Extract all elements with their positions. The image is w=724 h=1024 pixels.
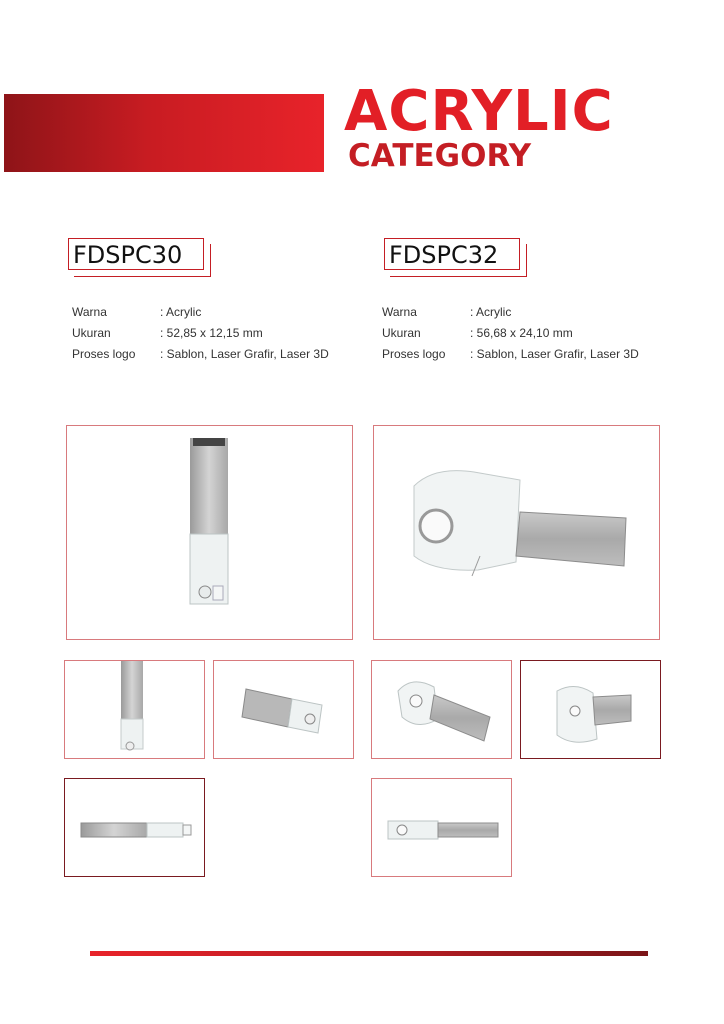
category-title: ACRYLIC [344, 79, 614, 144]
product-photo-thumb [371, 660, 512, 759]
spec-value: : Sablon, Laser Grafir, Laser 3D [470, 347, 639, 361]
product-photo-thumb [520, 660, 661, 759]
spec-label: Proses logo [72, 347, 136, 361]
spec-label: Warna [72, 305, 107, 319]
footer-divider [90, 951, 648, 956]
spec-label: Ukuran [72, 326, 111, 340]
product-photo-main [373, 425, 660, 640]
category-subtitle: CATEGORY [348, 138, 532, 174]
product-code: FDSPC30 [68, 238, 204, 270]
product-code-box [384, 238, 524, 274]
spec-label: Warna [382, 305, 417, 319]
product-code-box [68, 238, 208, 274]
spec-row-color [72, 302, 329, 323]
product-specs [72, 302, 329, 365]
header-banner [4, 94, 324, 172]
product-photo-thumb [371, 778, 512, 877]
spec-value: : Acrylic [470, 305, 512, 319]
spec-row-size [72, 323, 329, 344]
spec-row-color [382, 302, 639, 323]
product-photo-thumb [64, 778, 205, 877]
product-specs [382, 302, 639, 365]
spec-label: Proses logo [382, 347, 446, 361]
spec-row-logo [382, 344, 639, 365]
spec-value: : Acrylic [160, 305, 202, 319]
spec-value: : 56,68 x 24,10 mm [470, 326, 573, 340]
spec-row-logo [72, 344, 329, 365]
spec-value: : 52,85 x 12,15 mm [160, 326, 263, 340]
spec-value: : Sablon, Laser Grafir, Laser 3D [160, 347, 329, 361]
spec-row-size [382, 323, 639, 344]
spec-label: Ukuran [382, 326, 421, 340]
product-photo-thumb [213, 660, 354, 759]
product-photo-main [66, 425, 353, 640]
product-photo-thumb [64, 660, 205, 759]
product-code: FDSPC32 [384, 238, 520, 270]
